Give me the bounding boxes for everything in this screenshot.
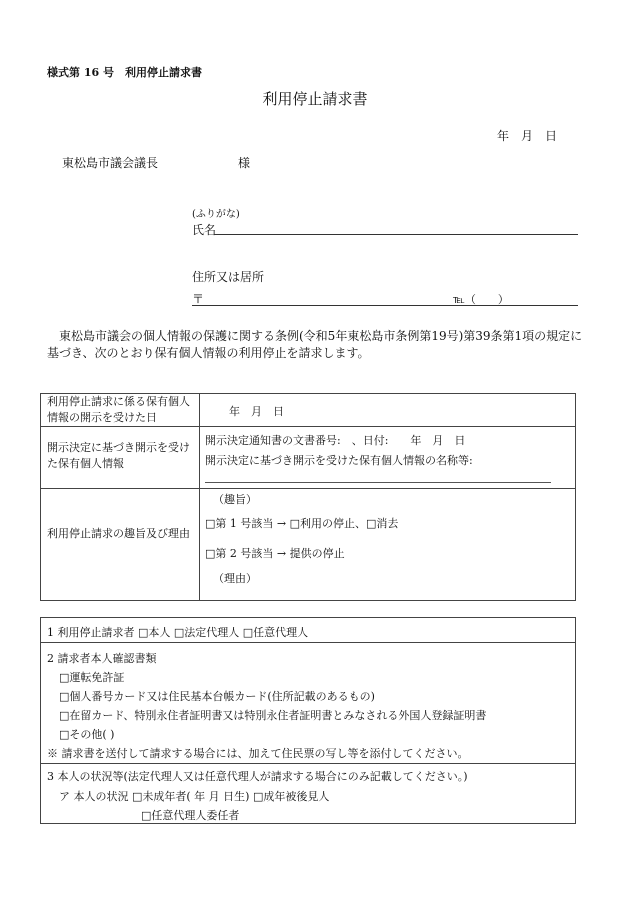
disclosed-info-label: 開示決定に基づき開示を受けた保有個人情報	[47, 441, 190, 470]
requester-info-table	[40, 617, 576, 824]
principal-status-line[interactable]: ア 本人の状況 □未成年者( 年 月 日生) □成年被後見人	[59, 790, 330, 803]
id-doc-option-4[interactable]: □その他( )	[59, 728, 115, 741]
principal-status-delegator[interactable]: □任意代理人委任者	[141, 809, 240, 822]
disclosure-date-label: 利用停止請求に係る保有個人情報の開示を受けた日	[47, 395, 190, 424]
purpose-reason-label: 利用停止請求の趣旨及び理由	[47, 527, 190, 540]
id-doc-option-2[interactable]: □個人番号カード又は住民基本台帳カード(住所記載のあるもの)	[59, 690, 375, 703]
name-label: 氏名	[192, 223, 217, 237]
id-documents-title: 2 請求者本人確認書類	[47, 652, 157, 665]
option-article1[interactable]: □第 1 号該当 → □利用の停止、□消去	[205, 517, 399, 530]
principal-status-title: 3 本人の状況等(法定代理人又は任意代理人が請求する場合にのみ記載してください。)	[47, 770, 468, 783]
intro-text: 東松島市議会の個人情報の保護に関する条例(令和5年東松島市条例第19号)第39条第1項の規定に基づき、次のとおり保有個人情報の利用停止を請求します。	[47, 329, 583, 360]
postal-mark: 〒	[192, 292, 205, 306]
id-doc-option-3[interactable]: □在留カード、特別永住者証明書又は特別永住者証明書とみなされる外国人登録証明書	[59, 709, 487, 722]
furigana-label: (ふりがな)	[192, 209, 240, 220]
mailing-note: ※ 請求書を送付して請求する場合には、加えて住民票の写し等を添付してください。	[47, 747, 469, 760]
disclosure-date-value[interactable]: 年 月 日	[229, 405, 284, 418]
request-date: 年 月 日	[497, 129, 558, 143]
address-field[interactable]	[192, 305, 578, 306]
notice-number-line[interactable]: 開示決定通知書の文書番号: 、日付: 年 月 日	[205, 434, 466, 447]
tel-label: ℡（ ）	[453, 293, 509, 306]
id-doc-option-1[interactable]: □運転免許証	[59, 671, 125, 684]
disclosed-info-field[interactable]	[205, 482, 551, 483]
form-number: 様式第 16 号 利用停止請求書	[47, 66, 202, 79]
reason-heading: （理由）	[213, 572, 257, 585]
addressee: 東松島市議会議長	[62, 156, 159, 170]
disclosed-info-name-line[interactable]: 開示決定に基づき開示を受けた保有個人情報の名称等:	[205, 454, 473, 467]
page-title: 利用停止請求書	[262, 90, 368, 108]
requester-type[interactable]: 1 利用停止請求者 □本人 □法定代理人 □任意代理人	[47, 626, 309, 639]
request-details-table	[40, 393, 576, 601]
purpose-heading: （趣旨）	[213, 493, 257, 506]
address-label: 住所又は居所	[192, 270, 265, 284]
honorific: 様	[238, 156, 251, 170]
option-article2[interactable]: □第 2 号該当 → 提供の停止	[205, 547, 345, 560]
name-field[interactable]	[214, 234, 578, 235]
